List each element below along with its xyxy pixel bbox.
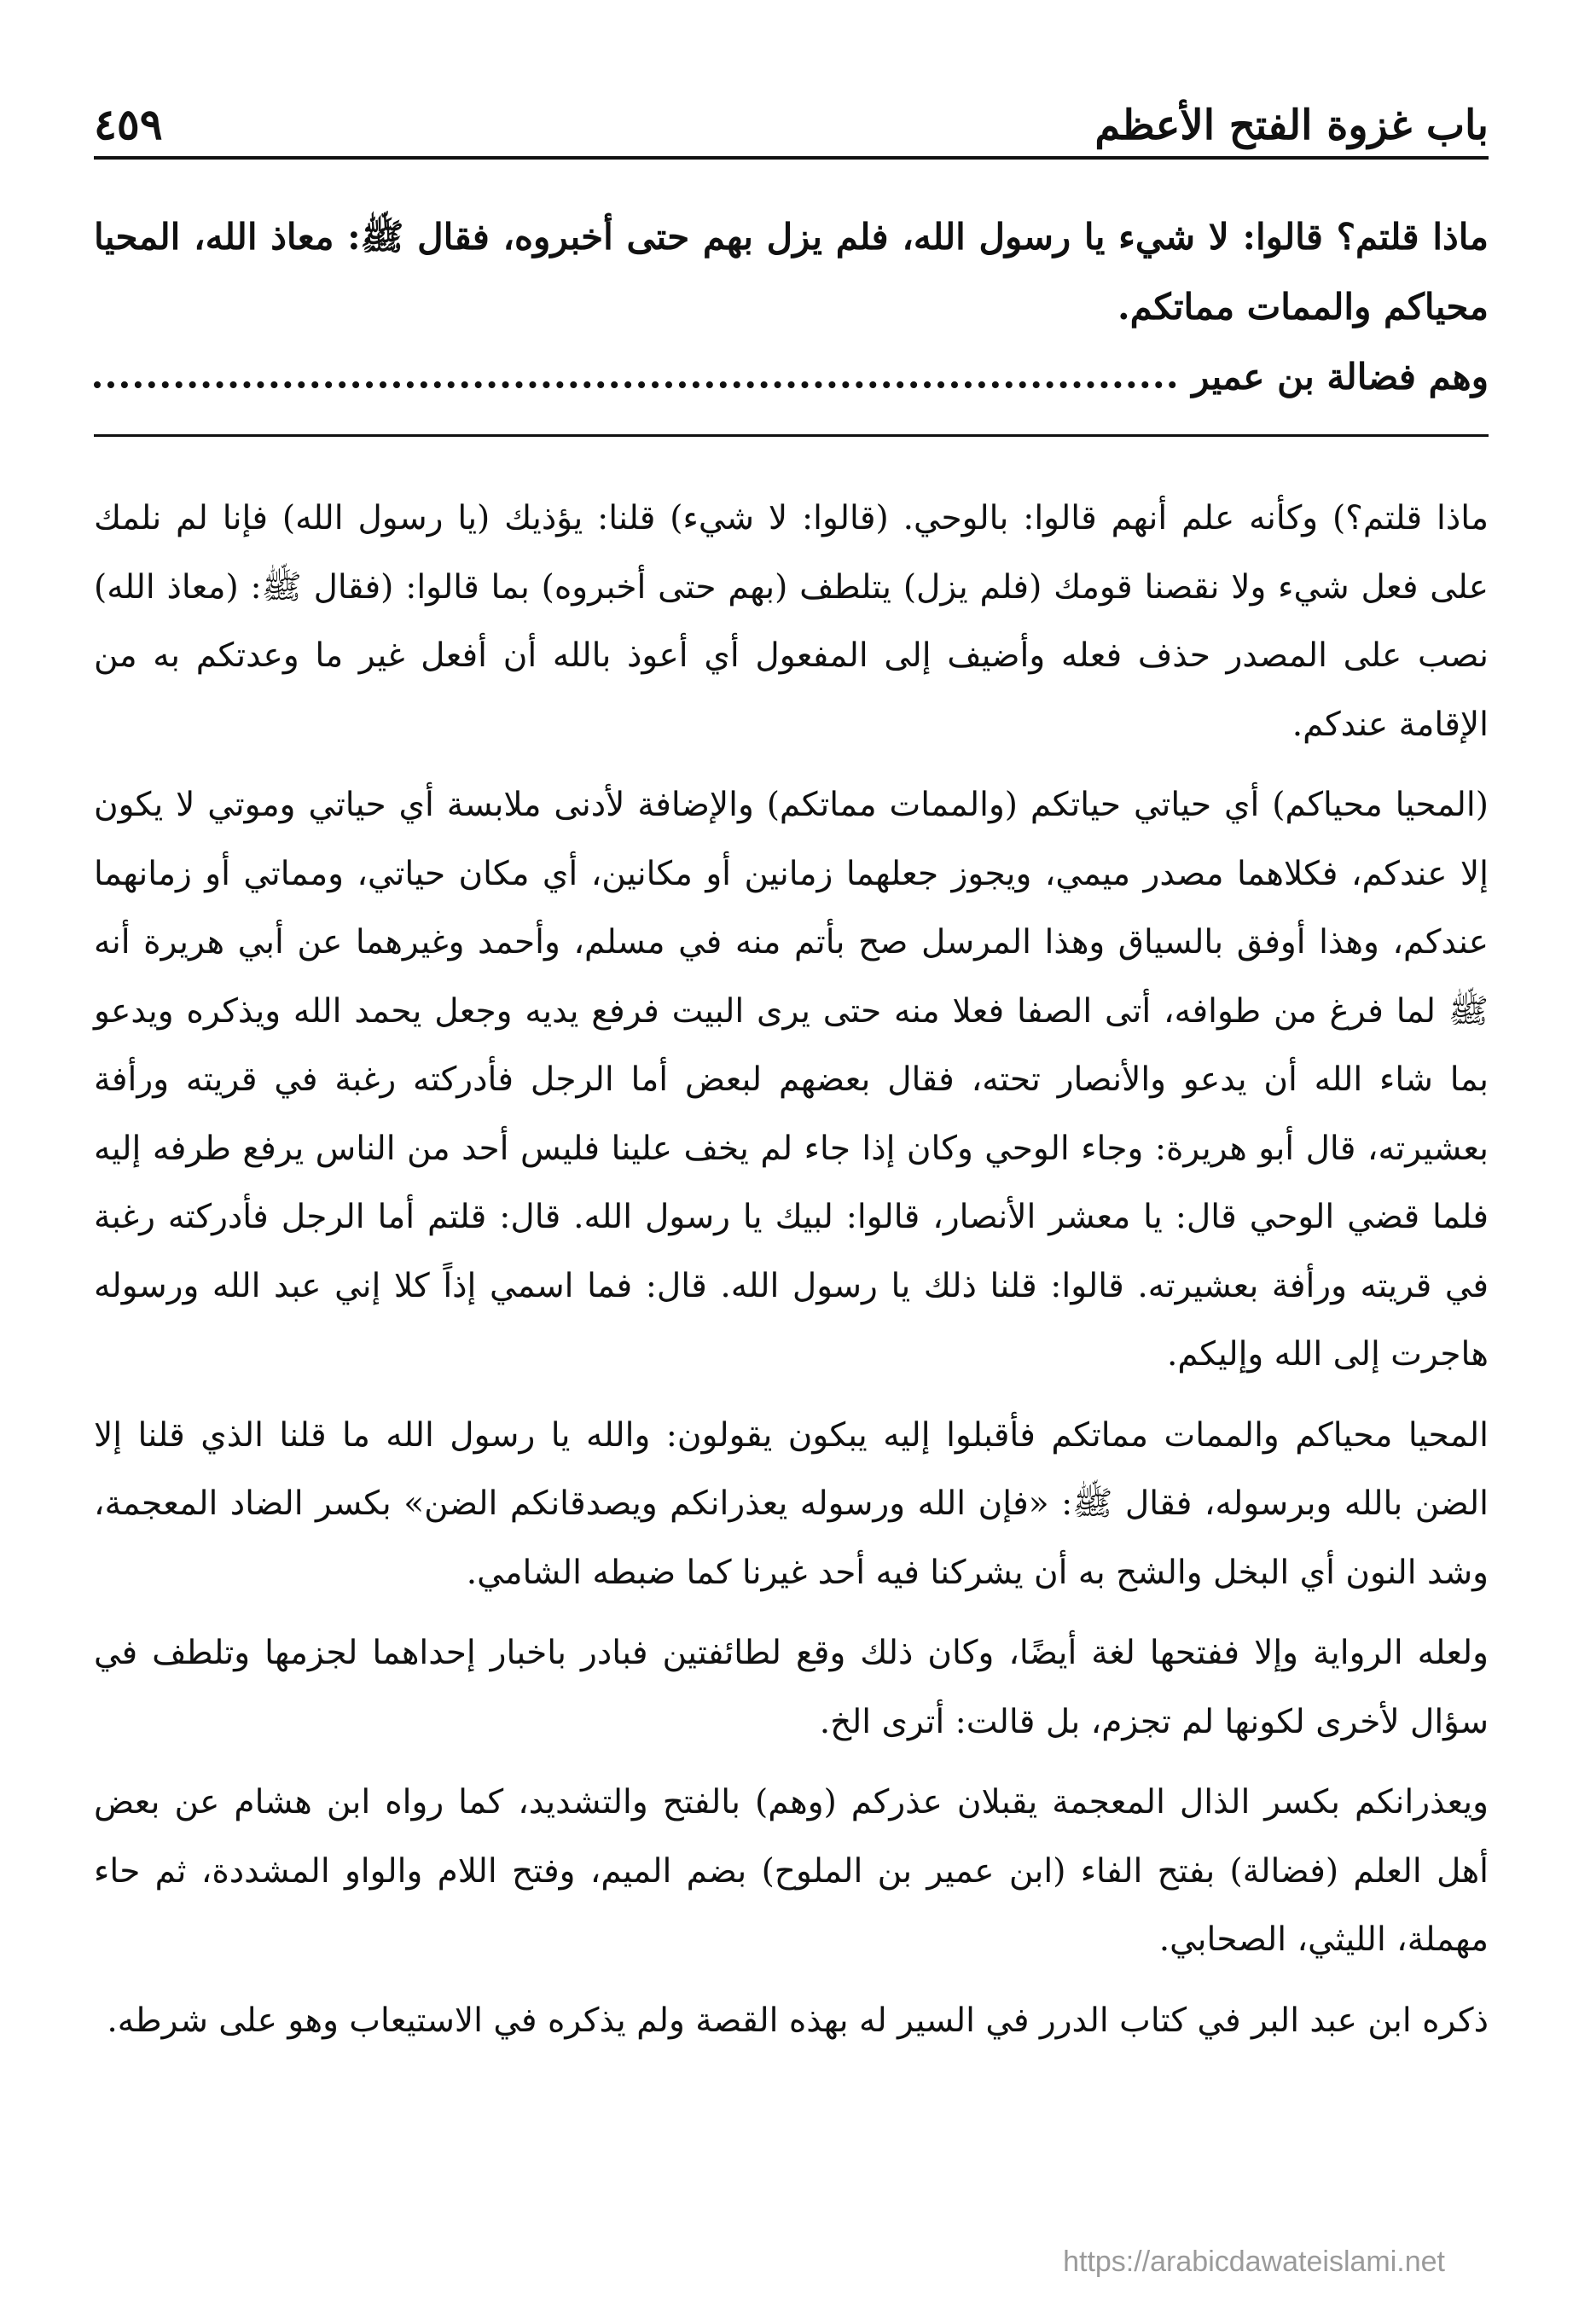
- commentary: [94, 485, 1489, 2055]
- main-text-continuation-label: وهم فضالة بن عمير: [1192, 356, 1489, 398]
- page-header: [94, 81, 1489, 160]
- chapter-title: باب غزوة الفتح الأعظم: [1094, 102, 1489, 149]
- commentary-paragraph: ماذا قلتم؟) وكأنه علم أنهم قالوا: بالوحي. (قالوا: لا شيء) قلنا: يؤذيك (يا رسول الله) فإنا لم نلمك على فعل شيء ولا نقصنا قومك (فلم يزل) يتلطف (بهم حتى أخبروه) بما قالوا: (فقال ﷺ: (معاذ الله) نصب على المصدر حذف فعله وأضيف إلى المفعول أي أعوذ بالله أن أفعل غير ما وعدتكم به من الإقامة عندكم.: [94, 499, 1489, 744]
- commentary-paragraph: ويعذرانكم بكسر الذال المعجمة يقبلان عذركم (وهم) بالفتح والتشديد، كما رواه ابن هشام عن بعض أهل العلم (فضالة) بفتح الفاء (ابن عمير بن الملوح) بضم الميم، وفتح اللام والواو المشددة، ثم حاء مهملة، الليثي، الصحابي.: [94, 1783, 1489, 1959]
- main-text-paragraph: ماذا قلتم؟ قالوا: لا شيء يا رسول الله، فلم يزل بهم حتى أخبروه، فقال ﷺ: معاذ الله، المحيا محياكم والممات مماتكم.: [94, 216, 1489, 328]
- main-text: [94, 202, 1489, 342]
- watermark-url: https://arabicdawateislami.net: [1063, 2246, 1445, 2278]
- section-divider: [94, 434, 1489, 437]
- commentary-paragraph: (المحيا محياكم) أي حياتي حياتكم (والممات مماتكم) والإضافة لأدنى ملابسة أي حياتي وموتي لا يكون إلا عندكم، فكلاهما مصدر ميمي، ويجوز جعلهما زمانين أو مكانين، أي مكان حياتي، ومماتي أو زمانهما عندكم، وهذا أوفق بالسياق وهذا المرسل صح بأتم منه في مسلم، وأحمد وغيرهما عن أبي هريرة أنه ﷺ لما فرغ من طوافه، أتى الصفا فعلا منه حتى يرى البيت فرفع يديه وجعل يحمد الله ويذكره ويدعو بما شاء الله أن يدعو والأنصار تحته، فقال بعضهم لبعض أما الرجل فأدركته رغبة في قريته ورأفة بعشيرته، قال أبو هريرة: وجاء الوحي وكان إذا جاء لم يخف علينا فليس أحد من الناس يرفع طرفه إليه فلما قضي الوحي قال: يا معشر الأنصار، قالوا: لبيك يا رسول الله. قال: قلتم أما الرجل فأدركته رغبة في قريته ورأفة بعشيرته. قالوا: قلنا ذلك يا رسول الله. قال: فما اسمي إذاً كلا إني عبد الله ورسوله هاجرت إلى الله وإليكم.: [94, 786, 1489, 1374]
- page-number: ٤٥٩: [94, 99, 163, 149]
- main-text-continuation: [94, 342, 1489, 412]
- dotted-leader: [94, 381, 1176, 388]
- commentary-paragraph: ولعله الرواية وإلا ففتحها لغة أيضًا، وكان ذلك وقع لطائفتين فبادر باخبار إحداهما لجزمها وتلطف في سؤال لأخرى لكونها لم تجزم، بل قالت: أترى الخ.: [94, 1634, 1489, 1741]
- commentary-paragraph: المحيا محياكم والممات مماتكم فأقبلوا إليه يبكون يقولون: والله يا رسول الله ما قلنا الذي قلنا إلا الضن بالله وبرسوله، فقال ﷺ: «فإن الله ورسوله يعذرانكم ويصدقانكم الضن» بكسر الضاد المعجمة، وشد النون أي البخل والشح به أن يشركنا فيه أحد غيرنا كما ضبطه الشامي.: [94, 1415, 1489, 1592]
- book-page: [94, 81, 1489, 2282]
- commentary-paragraph: ذكره ابن عبد البر في كتاب الدرر في السير له بهذه القصة ولم يذكره في الاستيعاب وهو على شرطه.: [107, 2001, 1489, 2040]
